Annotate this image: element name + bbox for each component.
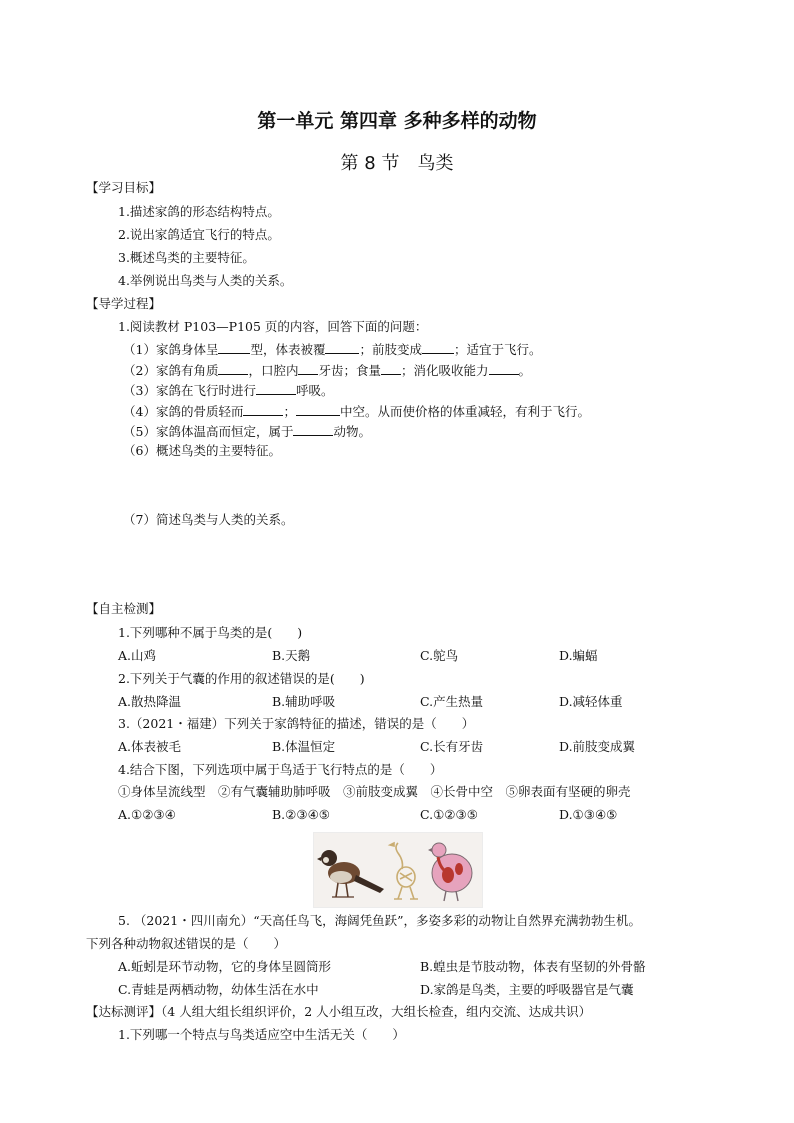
guide-intro: 1.阅读教材 P103—P105 页的内容，回答下面的问题： xyxy=(118,319,428,334)
objective-item: 3.概述鸟类的主要特征。 xyxy=(118,250,255,265)
guide-heading: 【导学过程】 xyxy=(86,296,162,311)
answer-blank[interactable] xyxy=(325,341,359,354)
objective-item: 2.说出家鸽适宜飞行的特点。 xyxy=(118,227,280,242)
answer-blank[interactable] xyxy=(218,362,248,375)
option-b[interactable]: B.体温恒定 xyxy=(272,739,336,754)
bird-anatomy-image xyxy=(314,833,482,907)
question-stem: 3.（2021・福建）下列关于家鸽特征的描述，错误的是（ ） xyxy=(118,716,475,731)
guide-question-1: （1）家鸽身体呈 型，体表被覆 ；前肢变成 ；适宜于飞行。 xyxy=(123,342,542,357)
answer-blank[interactable] xyxy=(298,362,318,375)
option-a[interactable]: A.蚯蚓是环节动物，它的身体呈圆筒形 xyxy=(118,959,332,974)
skeleton-drawing xyxy=(390,843,418,899)
option-c[interactable]: C.长有牙齿 xyxy=(420,739,484,754)
option-a[interactable]: A.①②③④ xyxy=(118,807,176,822)
section-title: 第 8 节 鸟类 xyxy=(340,153,454,174)
option-d[interactable]: D.家鸽是鸟类，主要的呼吸器官是气囊 xyxy=(420,982,634,997)
option-b[interactable]: B.辅助呼吸 xyxy=(272,694,336,709)
guide-question-7: （7）简述鸟类与人类的关系。 xyxy=(123,512,294,527)
question-stem: 1.下列哪种不属于鸟类的是( ) xyxy=(118,625,303,640)
assessment-line xyxy=(86,1004,591,1020)
question-stem: 1.下列哪一个特点与鸟类适应空中生活无关（ ） xyxy=(118,1027,405,1042)
bird-illustration xyxy=(313,832,483,908)
answer-blank[interactable] xyxy=(256,382,296,395)
objective-item: 1.描述家鸽的形态结构特点。 xyxy=(118,204,280,219)
answer-blank[interactable] xyxy=(218,341,250,354)
self-check-heading: 【自主检测】 xyxy=(86,601,162,616)
answer-blank[interactable] xyxy=(243,403,283,416)
option-b[interactable]: B.②③④⑤ xyxy=(272,807,330,822)
guide-question-6: （6）概述鸟类的主要特征。 xyxy=(123,443,281,458)
option-d[interactable]: D.前肢变成翼 xyxy=(559,739,636,754)
guide-question-4: （4）家鸽的骨质轻而 ； 中空。从而使价格的体重减轻，有利于飞行。 xyxy=(123,404,590,419)
option-c[interactable]: C.①②③⑤ xyxy=(420,807,478,822)
question-stem: 2.下列关于气囊的作用的叙述错误的是( ) xyxy=(118,671,365,686)
objectives-heading: 【学习目标】 xyxy=(86,180,162,195)
option-a[interactable]: A.山鸡 xyxy=(118,648,157,663)
question-stem-continued: 下列各种动物叙述错误的是（ ） xyxy=(86,936,287,951)
answer-blank[interactable] xyxy=(489,362,519,375)
option-b[interactable]: B.蝗虫是节肢动物，体表有坚韧的外骨骼 xyxy=(420,959,646,974)
sparrow-drawing xyxy=(317,850,384,897)
option-b[interactable]: B.天鹅 xyxy=(272,648,311,663)
option-c[interactable]: C.鸵鸟 xyxy=(420,648,459,663)
page-title: 第一单元 第四章 多种多样的动物 xyxy=(257,110,537,132)
answer-blank[interactable] xyxy=(293,423,333,436)
option-d[interactable]: D.蝙蝠 xyxy=(559,648,598,663)
feature-list: ①身体呈流线型 ②有气囊辅助肺呼吸 ③前肢变成翼 ④长骨中空 ⑤卵表面有坚硬的卵壳 xyxy=(118,784,631,799)
guide-question-5: （5）家鸽体温高而恒定，属于 动物。 xyxy=(123,424,371,439)
objective-item: 4.举例说出鸟类与人类的关系。 xyxy=(118,273,293,288)
assessment-heading: 【达标测评】 xyxy=(86,1004,162,1019)
option-d[interactable]: D.减轻体重 xyxy=(559,694,623,709)
answer-blank[interactable] xyxy=(296,403,340,416)
answer-blank[interactable] xyxy=(381,362,401,375)
question-stem: 5. （2021・四川南允）“天高任鸟飞，海阔凭鱼跃”，多姿多彩的动物让自然界充满勃勃生机。 xyxy=(118,913,641,928)
option-a[interactable]: A.体表被毛 xyxy=(118,739,182,754)
assessment-note: （4 人组大组长组织评价，2 人小组互改，大组长检查，组内交流、达成共识） xyxy=(161,1004,592,1019)
answer-blank[interactable] xyxy=(422,341,454,354)
option-c[interactable]: C.青蛙是两栖动物，幼体生活在水中 xyxy=(118,982,319,997)
option-d[interactable]: D.①③④⑤ xyxy=(559,807,618,822)
option-a[interactable]: A.散热降温 xyxy=(118,694,182,709)
question-stem: 4.结合下图，下列选项中属于鸟适于飞行特点的是（ ） xyxy=(118,762,443,777)
organ-drawing xyxy=(428,843,472,901)
guide-question-2: （2）家鸽有角质 ，口腔内 牙齿；食量 ；消化吸收能力 。 xyxy=(123,363,532,378)
option-c[interactable]: C.产生热量 xyxy=(420,694,484,709)
guide-question-3: （3）家鸽在飞行时进行 呼吸。 xyxy=(123,383,334,398)
